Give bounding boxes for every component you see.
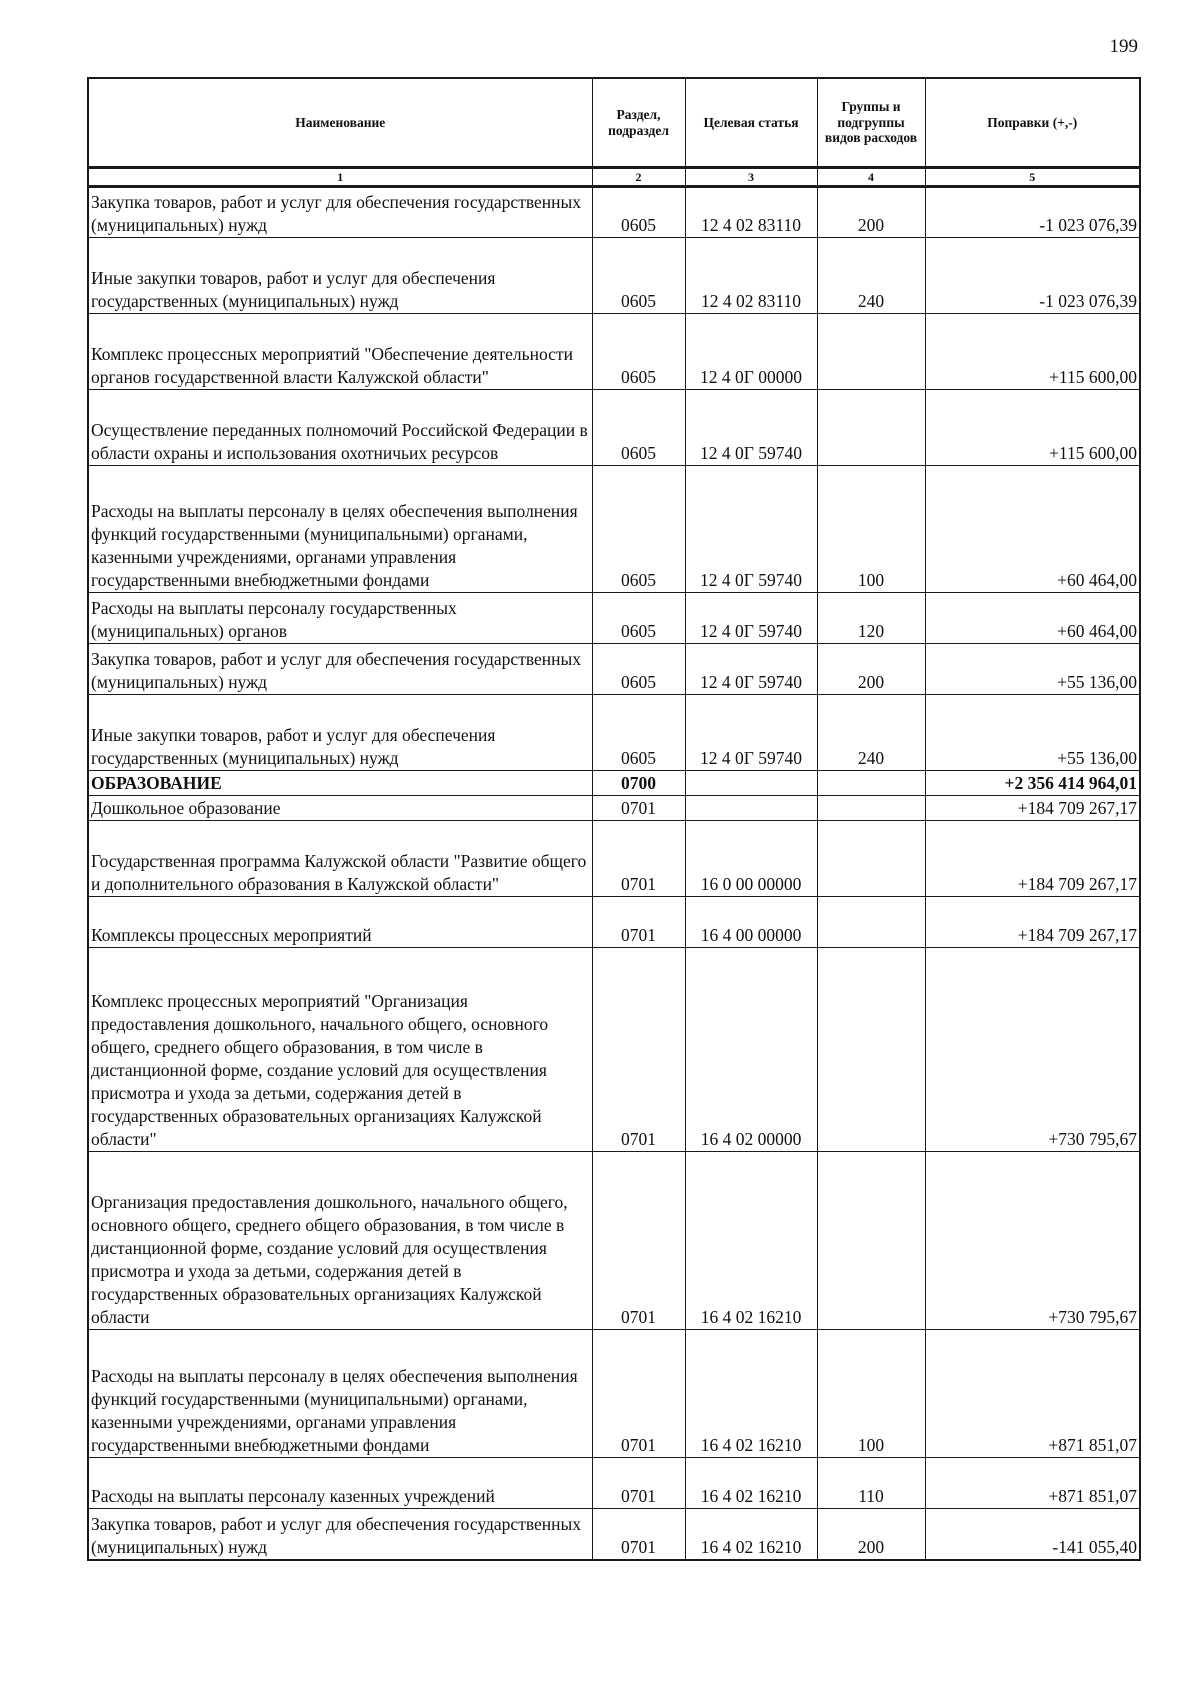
row-amount: -1 023 076,39 (925, 238, 1140, 314)
row-name: Расходы на выплаты персоналу государственных (муниципальных) органов (88, 593, 592, 644)
row-target: 12 4 0Г 59740 (685, 695, 817, 771)
row-amount: +184 709 267,17 (925, 796, 1140, 821)
row-section: 0605 (592, 390, 685, 466)
row-group (817, 1152, 925, 1330)
row-group: 120 (817, 593, 925, 644)
row-group: 200 (817, 1509, 925, 1560)
row-target: 16 4 00 00000 (685, 897, 817, 948)
table-row (88, 466, 1140, 593)
row-group (817, 314, 925, 390)
row-group (817, 796, 925, 821)
row-section: 0701 (592, 1509, 685, 1560)
row-name: Закупка товаров, работ и услуг для обеспечения государственных (муниципальных) нужд (88, 187, 592, 238)
row-section: 0605 (592, 593, 685, 644)
table-row (88, 1152, 1140, 1330)
row-target: 12 4 0Г 59740 (685, 644, 817, 695)
table-row (88, 796, 1140, 821)
row-name: Комплекс процессных мероприятий "Обеспечение деятельности органов государственной власти Калужской области" (88, 314, 592, 390)
row-section: 0701 (592, 821, 685, 897)
row-amount: +184 709 267,17 (925, 897, 1140, 948)
row-section: 0700 (592, 771, 685, 796)
column-number: 3 (685, 168, 817, 187)
row-target: 12 4 02 83110 (685, 238, 817, 314)
table-row (88, 948, 1140, 1152)
row-name: Расходы на выплаты персоналу в целях обеспечения выполнения функций государственными (муниципальными) органами, казенными учреждениями, органами управления государственными внебюджетными фондами (88, 1330, 592, 1458)
budget-amendments-table (87, 77, 1141, 1561)
row-section: 0605 (592, 695, 685, 771)
table-row (88, 821, 1140, 897)
row-group (817, 771, 925, 796)
table-row (88, 314, 1140, 390)
row-name: Закупка товаров, работ и услуг для обеспечения государственных (муниципальных) нужд (88, 1509, 592, 1560)
row-group: 100 (817, 466, 925, 593)
table-row (88, 1458, 1140, 1509)
row-name: Комплексы процессных мероприятий (88, 897, 592, 948)
row-amount: -1 023 076,39 (925, 187, 1140, 238)
row-name: Расходы на выплаты персоналу в целях обеспечения выполнения функций государственными (муниципальными) органами, казенными учреждениями, органами управления государственными внебюджетными фондами (88, 466, 592, 593)
row-amount: +730 795,67 (925, 1152, 1140, 1330)
header-target: Целевая статья (685, 78, 817, 168)
row-target: 12 4 0Г 59740 (685, 390, 817, 466)
row-target: 12 4 02 83110 (685, 187, 817, 238)
row-name: Дошкольное образование (88, 796, 592, 821)
row-name: Иные закупки товаров, работ и услуг для обеспечения государственных (муниципальных) нужд (88, 695, 592, 771)
row-target: 16 0 00 00000 (685, 821, 817, 897)
header-name: Наименование (88, 78, 592, 168)
column-number: 2 (592, 168, 685, 187)
row-group: 200 (817, 644, 925, 695)
row-name: Осуществление переданных полномочий Российской Федерации в области охраны и использования охотничьих ресурсов (88, 390, 592, 466)
column-number: 5 (925, 168, 1140, 187)
row-target: 12 4 0Г 59740 (685, 593, 817, 644)
row-amount: +115 600,00 (925, 390, 1140, 466)
row-section: 0605 (592, 466, 685, 593)
row-section: 0701 (592, 1458, 685, 1509)
row-group (817, 948, 925, 1152)
row-section: 0605 (592, 238, 685, 314)
table-row (88, 593, 1140, 644)
row-amount: +55 136,00 (925, 695, 1140, 771)
column-number-row (88, 168, 1140, 187)
row-amount: +184 709 267,17 (925, 821, 1140, 897)
row-section: 0701 (592, 948, 685, 1152)
table-row (88, 1330, 1140, 1458)
row-section: 0701 (592, 1152, 685, 1330)
row-target: 16 4 02 16210 (685, 1152, 817, 1330)
row-name: Закупка товаров, работ и услуг для обеспечения государственных (муниципальных) нужд (88, 644, 592, 695)
row-amount: +730 795,67 (925, 948, 1140, 1152)
row-group (817, 821, 925, 897)
header-groups: Группы и подгруппы видов расходов (817, 78, 925, 168)
row-group: 240 (817, 695, 925, 771)
row-target: 12 4 0Г 00000 (685, 314, 817, 390)
row-name: Расходы на выплаты персоналу казенных учреждений (88, 1458, 592, 1509)
row-amount: +60 464,00 (925, 593, 1140, 644)
row-target: 12 4 0Г 59740 (685, 466, 817, 593)
table-row (88, 187, 1140, 238)
row-section: 0701 (592, 1330, 685, 1458)
row-target: 16 4 02 16210 (685, 1458, 817, 1509)
column-number: 1 (88, 168, 592, 187)
row-name: Государственная программа Калужской области "Развитие общего и дополнительного образования в Калужской области" (88, 821, 592, 897)
row-name: Иные закупки товаров, работ и услуг для обеспечения государственных (муниципальных) нужд (88, 238, 592, 314)
row-name: Комплекс процессных мероприятий "Организация предоставления дошкольного, начального общего, основного общего, среднего общего образования, в том числе в дистанционной форме, создание условий для осуществления присмотра и ухода за детьми, содержания детей в государственных образовательных организациях Калужской области" (88, 948, 592, 1152)
column-number: 4 (817, 168, 925, 187)
table-row (88, 897, 1140, 948)
row-group (817, 390, 925, 466)
row-section: 0605 (592, 187, 685, 238)
table-row (88, 695, 1140, 771)
row-amount: -141 055,40 (925, 1509, 1140, 1560)
row-amount: +871 851,07 (925, 1330, 1140, 1458)
header-amendments: Поправки (+,-) (925, 78, 1140, 168)
row-section: 0605 (592, 314, 685, 390)
table-row (88, 238, 1140, 314)
row-amount: +55 136,00 (925, 644, 1140, 695)
page-number: 199 (1109, 36, 1138, 57)
header-row (88, 78, 1140, 168)
row-amount: +871 851,07 (925, 1458, 1140, 1509)
row-section: 0605 (592, 644, 685, 695)
row-target (685, 796, 817, 821)
table-row (88, 644, 1140, 695)
row-name: ОБРАЗОВАНИЕ (88, 771, 592, 796)
table-row (88, 390, 1140, 466)
header-section: Раздел, подраздел (592, 78, 685, 168)
row-target: 16 4 02 16210 (685, 1509, 817, 1560)
row-section: 0701 (592, 897, 685, 948)
row-group: 110 (817, 1458, 925, 1509)
row-name: Организация предоставления дошкольного, начального общего, основного общего, среднего общего образования, в том числе в дистанционной форме, создание условий для осуществления присмотра и ухода за детьми, содержания детей в государственных образовательных организациях Калужской области (88, 1152, 592, 1330)
row-amount: +115 600,00 (925, 314, 1140, 390)
row-group (817, 897, 925, 948)
table-row (88, 771, 1140, 796)
row-group: 200 (817, 187, 925, 238)
row-amount: +2 356 414 964,01 (925, 771, 1140, 796)
row-target (685, 771, 817, 796)
row-target: 16 4 02 16210 (685, 1330, 817, 1458)
row-target: 16 4 02 00000 (685, 948, 817, 1152)
table-row (88, 1509, 1140, 1560)
row-section: 0701 (592, 796, 685, 821)
row-group: 100 (817, 1330, 925, 1458)
row-amount: +60 464,00 (925, 466, 1140, 593)
row-group: 240 (817, 238, 925, 314)
